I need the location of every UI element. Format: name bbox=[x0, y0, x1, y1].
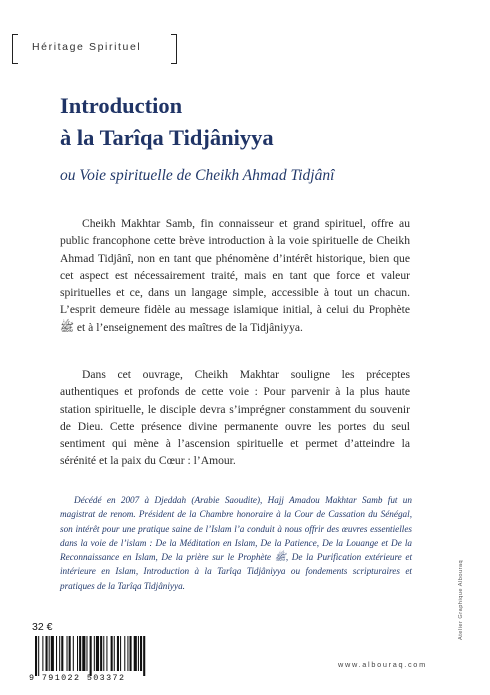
isbn-barcode bbox=[29, 636, 219, 682]
barcode-bar bbox=[96, 636, 99, 671]
barcode-bar bbox=[49, 636, 50, 671]
barcode-bar bbox=[90, 636, 92, 676]
book-subtitle: ou Voie spirituelle de Cheikh Ahmad Tidjânî bbox=[60, 167, 335, 184]
barcode-bar bbox=[100, 636, 102, 671]
barcode-bar bbox=[120, 636, 121, 671]
barcode-bar bbox=[73, 636, 74, 671]
barcode-bar bbox=[103, 636, 104, 671]
barcode-bar bbox=[56, 636, 57, 671]
summary-paragraph-1 bbox=[60, 215, 410, 336]
barcode-bar bbox=[38, 636, 39, 676]
summary-paragraph-2-text: Dans cet ouvrage, Cheikh Makhtar souligne les préceptes authentiques et profonds de cette voie : Pour parvenir à la plus haute station spirituelle, le disciple devra s’imprégner constamment du souvenir de Dieu. Cette présence divine permanente ouvre les portes du seul sentiment qui mène à l’ascension spirituelle et permet d’atteindre la sérénité et la paix du Cœur : l’Amour. bbox=[60, 368, 410, 468]
author-bio-text: Décédé en 2007 à Djeddah (Arabie Saoudite), Hajj Amadou Makhtar Samb fut un magistrat de renom. Président de la Chambre honoraire à la Cour de Cassation du Sénégal, son intérêt pour une pratique saine de l’Islam l’a conduit à nous offrir des œuvres essentielles dans la voie de l’islam : De la Méditation en Islam, De la Patience, De la Louange et De la Reconnaissance en Islam, De la prière sur le Prophète ﷺ, De la Purification extérieure et intérieure en Islam, Introduction à la Tarîqa Tidjâniyya ou fondements scripturaires et pratiques de la Tarîqa Tidjâniyya. bbox=[60, 495, 412, 591]
barcode-bar bbox=[117, 636, 119, 671]
barcode-bar bbox=[111, 636, 113, 671]
price-label: 32 € bbox=[32, 621, 53, 633]
barcode-bar bbox=[130, 636, 132, 671]
author-bio bbox=[60, 493, 412, 593]
publisher-website: www.albouraq.com bbox=[338, 660, 427, 669]
book-title bbox=[60, 90, 274, 154]
barcode-bar bbox=[138, 636, 139, 671]
barcode-bar bbox=[77, 636, 78, 671]
series-name: Héritage Spirituel bbox=[32, 41, 142, 53]
barcode-bar bbox=[67, 636, 68, 671]
barcode-bar bbox=[79, 636, 81, 671]
barcode-bar bbox=[94, 636, 95, 671]
barcode-bar bbox=[140, 636, 142, 671]
title-line-2: à la Tarîqa Tidjâniyya bbox=[60, 125, 274, 150]
barcode-bar bbox=[59, 636, 60, 671]
barcode-bar bbox=[51, 636, 54, 671]
left-bracket bbox=[12, 34, 18, 64]
summary-paragraph-1-text: Cheikh Makhtar Samb, fin connaisseur et grand spirituel, offre au public francophone cette brève introduction à la voie spirituelle de Cheikh Ahmad Tidjânî, non en tant que phénomène d’intérêt historique, bien que cet aspect est nécessairement traité, mais en tant que force et valeur spirituelles et ce, dans un langage simple, accessible à tout un chacun. L’esprit demeure fidèle au message islamique initial, à celui du Prophète ﷺ et à l’enseignement des maîtres de la Tidjâniyya. bbox=[60, 217, 410, 334]
cover-credit: Atelier Graphique Albouraq bbox=[458, 559, 464, 640]
barcode-bar bbox=[42, 636, 43, 671]
barcode-bar bbox=[106, 636, 107, 671]
barcode-bar bbox=[124, 636, 125, 671]
barcode-bar bbox=[69, 636, 71, 671]
barcode-bar bbox=[127, 636, 128, 671]
right-bracket bbox=[171, 34, 177, 64]
barcode-bar bbox=[143, 636, 145, 676]
barcode-bar bbox=[61, 636, 63, 671]
barcode-bar bbox=[134, 636, 137, 671]
barcode-bar bbox=[46, 636, 48, 671]
summary-paragraph-2 bbox=[60, 366, 410, 470]
barcode-bar bbox=[114, 636, 115, 671]
barcode-number: 9 791022 503372 bbox=[29, 673, 126, 683]
series-label bbox=[12, 34, 177, 64]
barcode-bars bbox=[29, 636, 219, 676]
barcode-bar bbox=[82, 636, 85, 671]
title-line-1: Introduction bbox=[60, 93, 183, 118]
barcode-bar bbox=[35, 636, 37, 676]
barcode-bar bbox=[86, 636, 87, 671]
